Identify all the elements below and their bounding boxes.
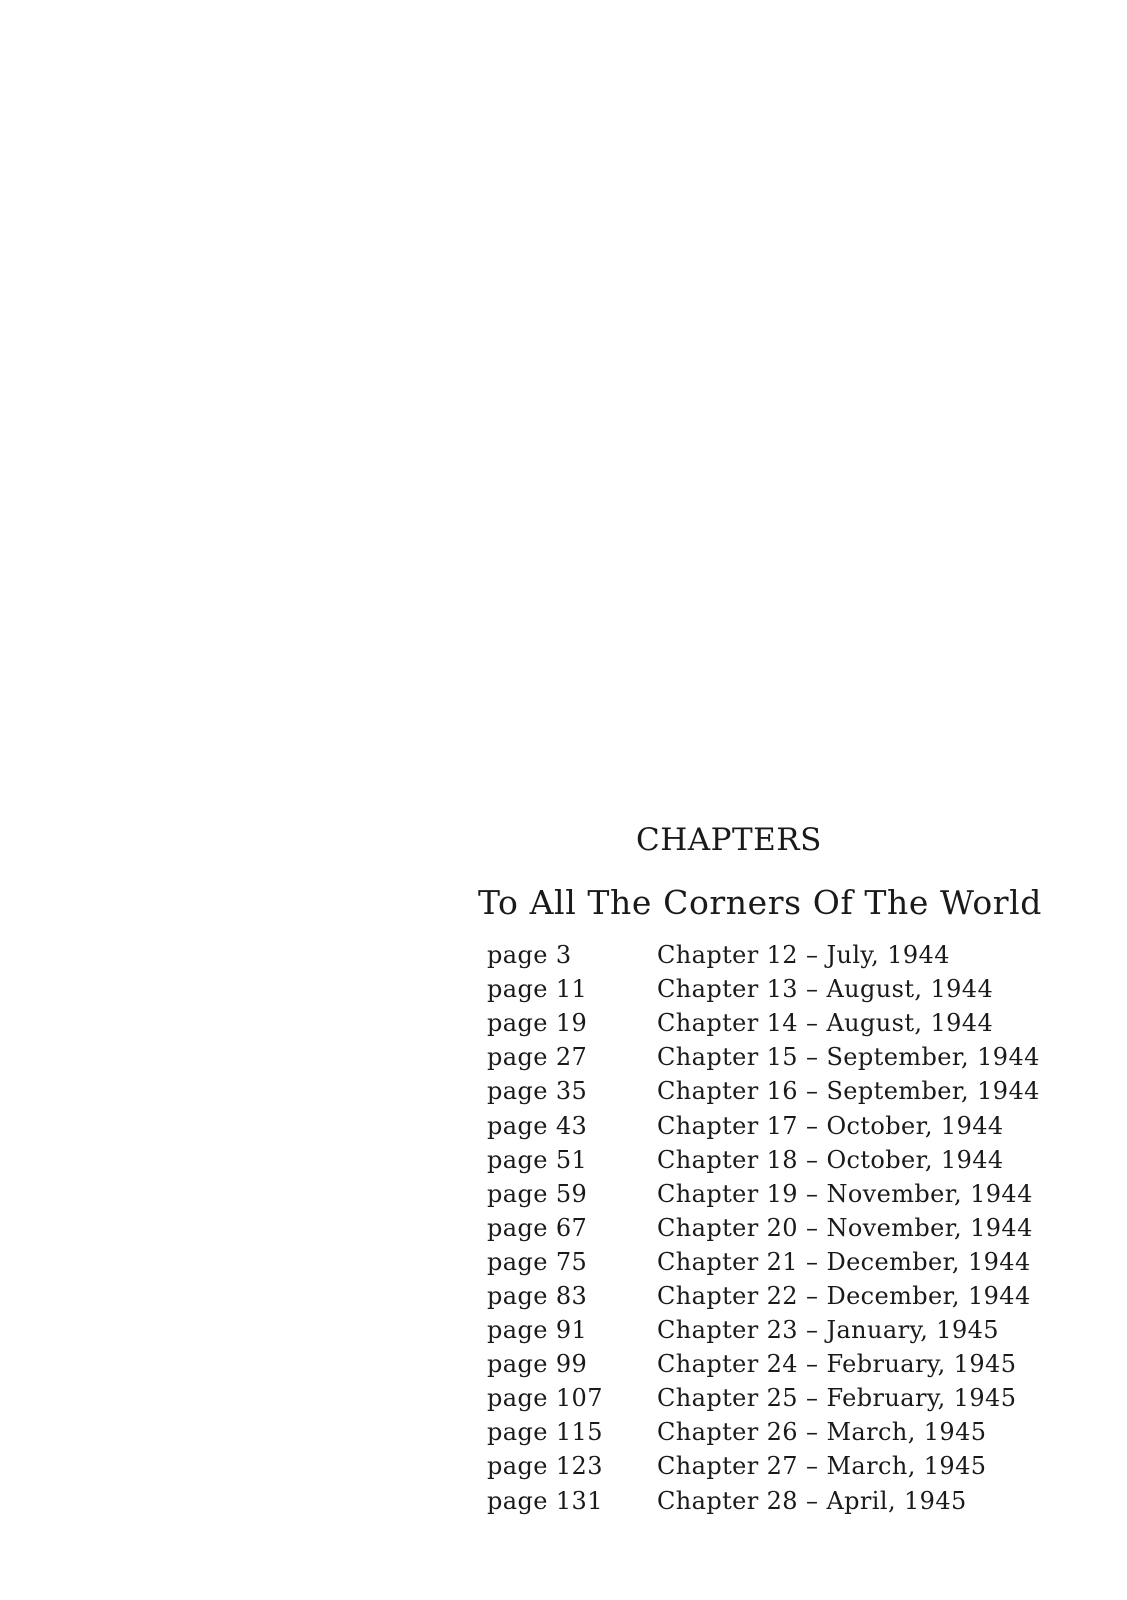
toc-row [487, 1347, 1047, 1381]
toc-row [487, 1484, 1047, 1518]
toc-page-number: page 75 [487, 1247, 588, 1276]
toc-chapter-title: Chapter 24 – February, 1945 [657, 1350, 1017, 1379]
toc-chapter-title: Chapter 15 – September, 1944 [657, 1043, 1040, 1072]
toc-page-number: page 19 [487, 1009, 588, 1038]
toc-chapter-title: Chapter 28 – April, 1945 [657, 1486, 967, 1515]
toc-page-number: page 35 [487, 1077, 588, 1106]
toc-page-number: page 3 [487, 941, 572, 970]
toc-row [487, 1143, 1047, 1177]
toc-row [487, 1006, 1047, 1040]
toc-row [487, 1245, 1047, 1279]
toc-page-number: page 67 [487, 1213, 588, 1242]
toc-page-number: page 91 [487, 1316, 588, 1345]
toc-chapter-title: Chapter 14 – August, 1944 [657, 1009, 994, 1038]
toc-row [487, 1415, 1047, 1449]
toc-page-number: page 11 [487, 975, 588, 1004]
toc-page-number: page 131 [487, 1486, 603, 1515]
toc-page-number: page 123 [487, 1452, 603, 1481]
toc-chapter-title: Chapter 21 – December, 1944 [657, 1247, 1031, 1276]
toc-row [487, 1074, 1047, 1108]
toc-row [487, 938, 1047, 972]
toc-page-number: page 43 [487, 1111, 588, 1140]
toc-chapter-title: Chapter 26 – March, 1945 [657, 1418, 987, 1447]
toc-row [487, 1279, 1047, 1313]
toc-row [487, 1177, 1047, 1211]
toc-chapter-title: Chapter 12 – July, 1944 [657, 941, 950, 970]
toc-chapter-title: Chapter 18 – October, 1944 [657, 1145, 1004, 1174]
toc-row [487, 1381, 1047, 1415]
toc-page-number: page 27 [487, 1043, 588, 1072]
toc-page-number: page 59 [487, 1179, 588, 1208]
toc-row [487, 1211, 1047, 1245]
toc-page-number: page 99 [487, 1350, 588, 1379]
book-subtitle: To All The Corners Of The World [478, 883, 1043, 922]
toc-chapter-title: Chapter 23 – January, 1945 [657, 1316, 999, 1345]
toc-page-number: page 51 [487, 1145, 588, 1174]
toc-chapter-title: Chapter 16 – September, 1944 [657, 1077, 1040, 1106]
toc-row [487, 1313, 1047, 1347]
toc-chapter-title: Chapter 25 – February, 1945 [657, 1384, 1017, 1413]
toc-page-number: page 107 [487, 1384, 603, 1413]
toc-page-number: page 115 [487, 1418, 603, 1447]
page-heading: CHAPTERS [636, 822, 822, 858]
toc-chapter-title: Chapter 20 – November, 1944 [657, 1213, 1033, 1242]
table-of-contents [487, 938, 1047, 1518]
toc-row [487, 972, 1047, 1006]
toc-chapter-title: Chapter 22 – December, 1944 [657, 1281, 1031, 1310]
toc-row [487, 1108, 1047, 1142]
toc-chapter-title: Chapter 27 – March, 1945 [657, 1452, 987, 1481]
toc-row [487, 1040, 1047, 1074]
toc-row [487, 1449, 1047, 1483]
toc-page-number: page 83 [487, 1281, 588, 1310]
toc-chapter-title: Chapter 19 – November, 1944 [657, 1179, 1033, 1208]
toc-chapter-title: Chapter 17 – October, 1944 [657, 1111, 1004, 1140]
toc-chapter-title: Chapter 13 – August, 1944 [657, 975, 994, 1004]
